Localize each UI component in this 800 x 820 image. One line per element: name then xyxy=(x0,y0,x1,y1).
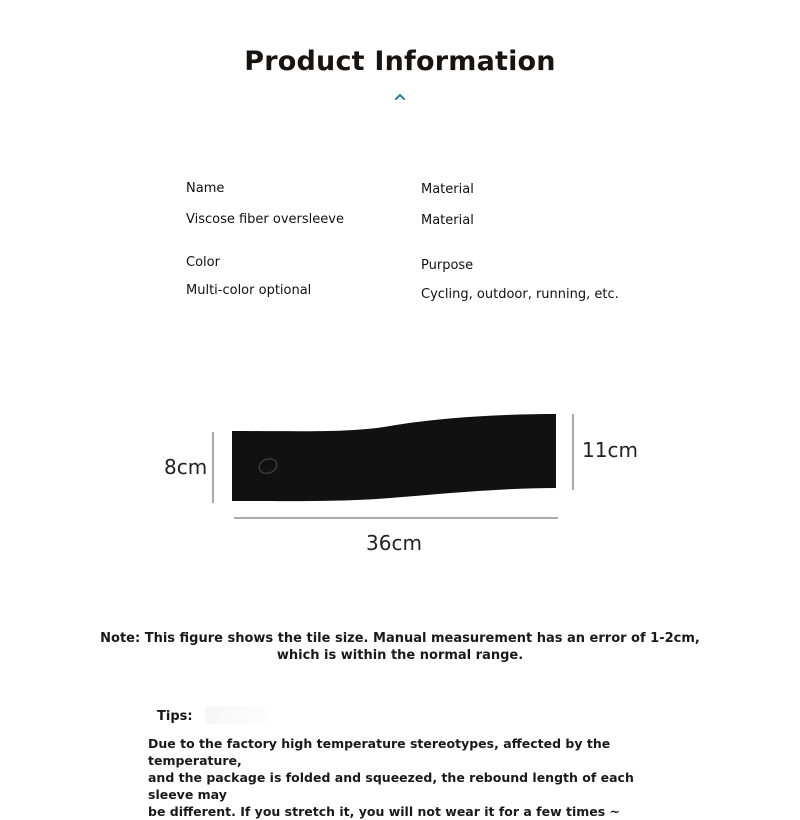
purpose-value: Cycling, outdoor, running, etc. xyxy=(421,287,619,302)
material-value: Material xyxy=(421,213,474,228)
tips-line-1: Due to the factory high temperature stereotypes, affected by the temperature, xyxy=(148,736,611,768)
left-height-label: 8cm xyxy=(164,455,208,479)
tips-label: Tips: xyxy=(157,709,193,724)
purpose-label: Purpose xyxy=(421,258,474,273)
name-label: Name xyxy=(186,181,225,196)
faint-decoration xyxy=(205,706,267,724)
right-height-label: 11cm xyxy=(582,438,638,462)
color-value: Multi-color optional xyxy=(186,283,312,298)
material-label: Material xyxy=(421,182,474,197)
tips-line-3: be different. If you stretch it, you will not wear it for a few times ~ xyxy=(148,804,621,819)
tips-body xyxy=(148,735,668,820)
note-line-2: which is within the normal range. xyxy=(276,648,524,663)
color-label: Color xyxy=(186,255,220,270)
page-title: Product Information xyxy=(244,46,556,77)
length-label: 36cm xyxy=(366,531,422,555)
note-line-1: Note: This figure shows the tile size. Manual measurement has an error of 1-2cm, xyxy=(100,631,700,646)
sleeve-image xyxy=(232,414,556,501)
measurement-note xyxy=(0,630,800,664)
name-value: Viscose fiber oversleeve xyxy=(186,212,344,227)
tips-line-2: and the package is folded and squeezed, the rebound length of each sleeve may xyxy=(148,770,634,802)
